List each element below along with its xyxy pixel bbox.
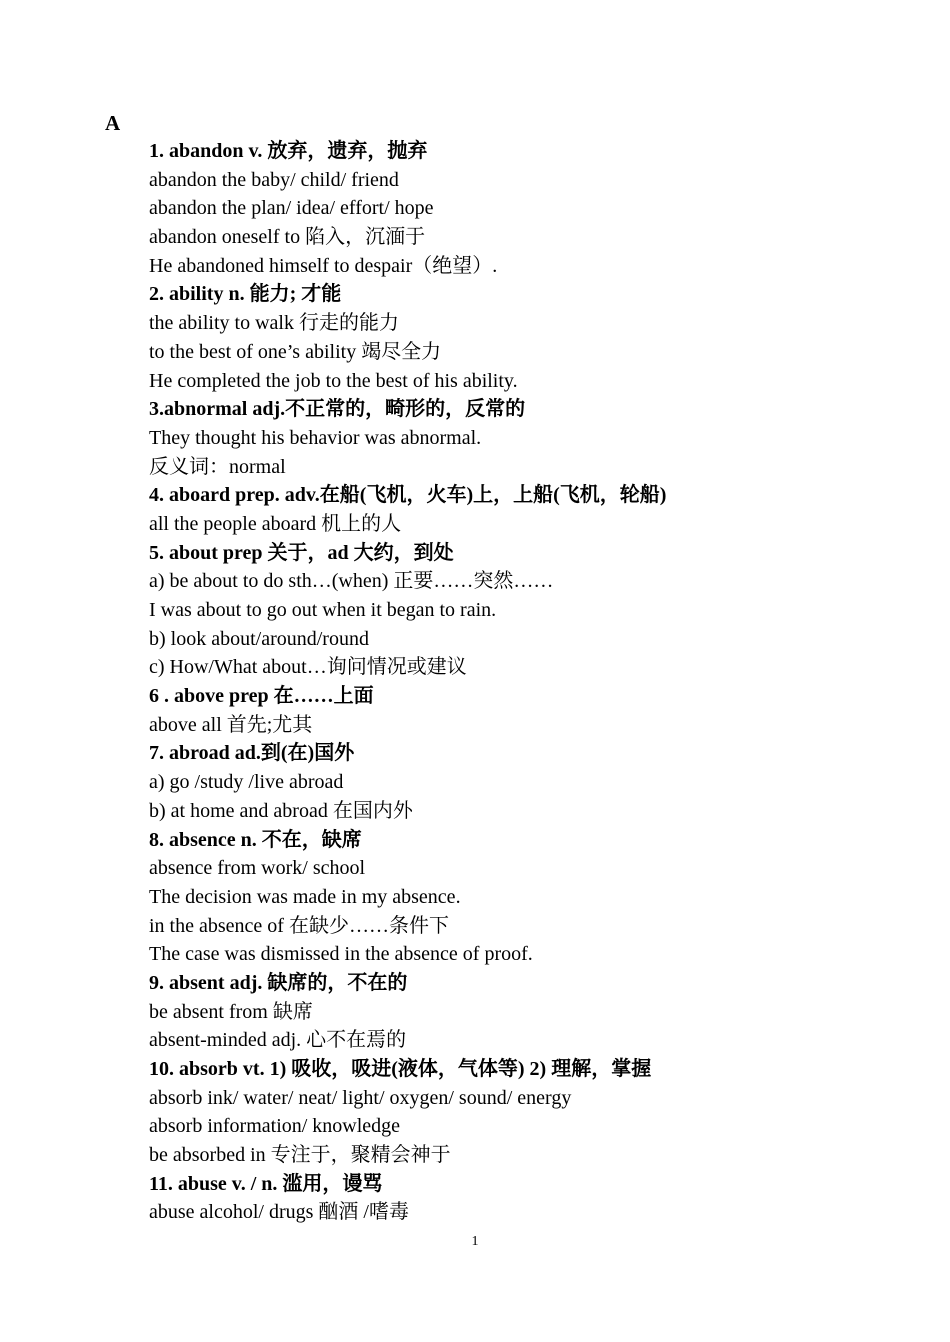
entry-headword: 6 . above prep 在……上面 [149,685,374,708]
page-number: 1 [471,1234,479,1249]
section-letter: A [105,111,121,135]
entry-example: b) at home and abroad 在国内外 [149,799,413,822]
entry-example: be absorbed in 专注于，聚精会神于 [149,1144,451,1167]
entry-example: above all 首先;尤其 [149,713,313,736]
entry-example: He completed the job to the best of his ability. [149,369,518,392]
entry-example: a) be about to do sth…(when) 正要……突然…… [149,570,554,593]
entry-example: a) go /study /live abroad [149,771,344,794]
entry-example: The decision was made in my absence. [149,885,461,908]
entry-headword: 3.abnormal adj.不正常的，畸形的，反常的 [149,398,526,421]
entry-headword: 7. abroad ad.到(在)国外 [149,742,355,765]
entry-example: The case was dismissed in the absence of proof. [149,943,533,966]
entry-example: abandon the baby/ child/ friend [149,168,399,191]
entry-example: to the best of one’s ability 竭尽全力 [149,340,442,363]
entry-example: abandon oneself to 陷入，沉湎于 [149,226,426,249]
entry-example: 反义词：normal [149,455,286,478]
entry-headword: 8. absence n. 不在，缺席 [149,828,362,851]
entry-example: be absent from 缺席 [149,1000,313,1023]
entry-example: abuse alcohol/ drugs 酗酒 /嗜毒 [149,1201,409,1224]
entry-headword: 5. about prep 关于，ad 大约，到处 [149,541,454,564]
entry-example: I was about to go out when it began to rain. [149,599,497,621]
entry-example: all the people aboard 机上的人 [149,512,402,535]
entry-example: the ability to walk 行走的能力 [149,312,399,335]
entry-headword: 10. absorb vt. 1) 吸收，吸进(液体，气体等) 2) 理解，掌握 [149,1058,652,1080]
entry-example: b) look about/around/round [149,627,369,650]
entry-headword: 1. abandon v. 放弃，遗弃，抛弃 [149,140,428,162]
entry-example: absorb ink/ water/ neat/ light/ oxygen/ sound/ energy [149,1086,572,1109]
entry-example: c) How/What about…询问情况或建议 [149,656,467,679]
entry-example: absent-minded adj. 心不在焉的 [149,1029,407,1052]
entry-example: absorb information/ knowledge [149,1115,401,1138]
entry-example: in the absence of 在缺少……条件下 [149,914,449,937]
entry-headword: 2. ability n. 能力; 才能 [149,283,342,306]
entry-example: They thought his behavior was abnormal. [149,426,482,449]
entry-headword: 11. abuse v. / n. 滥用，谩骂 [149,1172,383,1195]
entry-example: abandon the plan/ idea/ effort/ hope [149,197,434,220]
vocabulary-entries [149,137,909,1227]
entry-example: He abandoned himself to despair（绝望）. [149,254,498,277]
entry-example: absence from work/ school [149,857,366,880]
entry-headword: 4. aboard prep. adv.在船(飞机，火车)上，上船(飞机，轮船) [149,484,667,507]
entry-headword: 9. absent adj. 缺席的，不在的 [149,971,408,994]
